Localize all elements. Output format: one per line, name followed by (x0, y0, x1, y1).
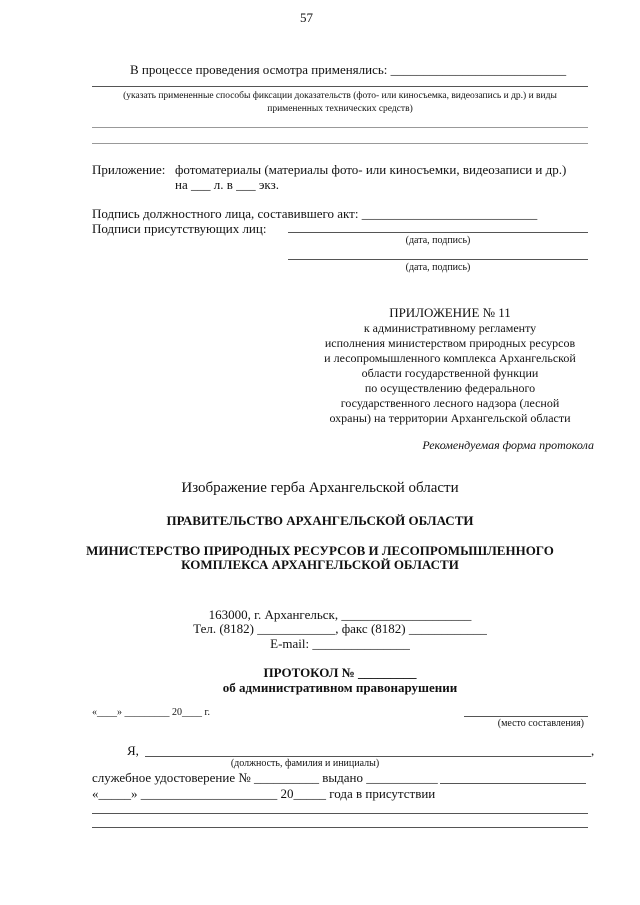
fill-line (92, 813, 588, 814)
presence-line: «_____» _____________________ 20_____ года в присутствии (92, 786, 436, 801)
appendix-line: по осуществлению федерального (364, 381, 536, 395)
government-title: ПРАВИТЕЛЬСТВО АРХАНГЕЛЬСКОЙ ОБЛАСТИ (166, 513, 474, 528)
place-line (464, 716, 588, 717)
protocol-title: ПРОТОКОЛ № _________ (263, 665, 417, 680)
appendix-line: исполнения министерством природных ресурсов (324, 336, 576, 350)
appendix-line: к административному регламенту (363, 321, 537, 335)
present-signatures: Подписи присутствующих лиц: (92, 221, 267, 236)
inspection-hint-1: (указать примененные способы фиксации доказательств (фото- или киносъемка, видеозапись и др.) и виды (123, 91, 557, 101)
inspection-label: В процессе проведения осмотра применялись: ___________________________ (130, 62, 567, 77)
signature-line (288, 259, 588, 260)
date-sign-hint-1: (дата, подпись) (405, 235, 471, 246)
fill-line (92, 143, 588, 144)
fill-line (92, 86, 588, 87)
protocol-subtitle: об административном правонарушении (222, 680, 458, 695)
coat-of-arms-placeholder: Изображение герба Архангельской области (181, 480, 459, 496)
signature-line (288, 232, 588, 233)
appendix-line: и лесопромышленного комплекса Архангельской (324, 351, 576, 365)
attachment-line-1: фотоматериалы (материалы фото- или киносъемки, видеозаписи и др.) (175, 162, 567, 177)
fill-line (92, 827, 588, 828)
inspection-hint-2: примененных технических средств) (267, 104, 413, 114)
phone-line: Тел. (8182) ____________, факс (8182) ____________ (193, 621, 487, 636)
i-label: Я, (127, 743, 139, 758)
recommended-form: Рекомендуемая форма протокола (422, 438, 594, 452)
protocol-date: «____» _________ 20____ г. (92, 707, 210, 718)
attachment-line-2: на ___ л. в ___ экз. (175, 177, 279, 192)
fill-line (92, 127, 588, 128)
date-sign-hint-2: (дата, подпись) (405, 262, 471, 273)
appendix-line: государственного лесного надзора (лесной (340, 396, 560, 410)
certificate-line: служебное удостоверение № __________ выдано ___________ (92, 770, 438, 785)
place-hint: (место составления) (497, 718, 584, 729)
official-signature: Подпись должностного лица, составившего акт: ___________________________ (92, 206, 538, 221)
appendix-line: охраны) на территории Архангельской области (329, 411, 571, 425)
i-hint: (должность, фамилия и инициалы) (230, 758, 380, 769)
page-number: 57 (300, 10, 313, 25)
ministry-title-2: КОМПЛЕКСА АРХАНГЕЛЬСКОЙ ОБЛАСТИ (181, 557, 459, 572)
email-line: E-mail: _______________ (270, 636, 410, 651)
address-line: 163000, г. Архангельск, ____________________ (208, 607, 472, 622)
attachment-label: Приложение: (92, 162, 166, 177)
comma: , (591, 743, 595, 758)
ministry-title-1: МИНИСТЕРСТВО ПРИРОДНЫХ РЕСУРСОВ И ЛЕСОПРОМЫШЛЕННОГО (86, 543, 554, 558)
appendix-line: области государственной функции (361, 366, 539, 380)
appendix-title: ПРИЛОЖЕНИЕ № 11 (389, 305, 511, 320)
fill-line (145, 756, 591, 757)
fill-line (440, 783, 586, 784)
